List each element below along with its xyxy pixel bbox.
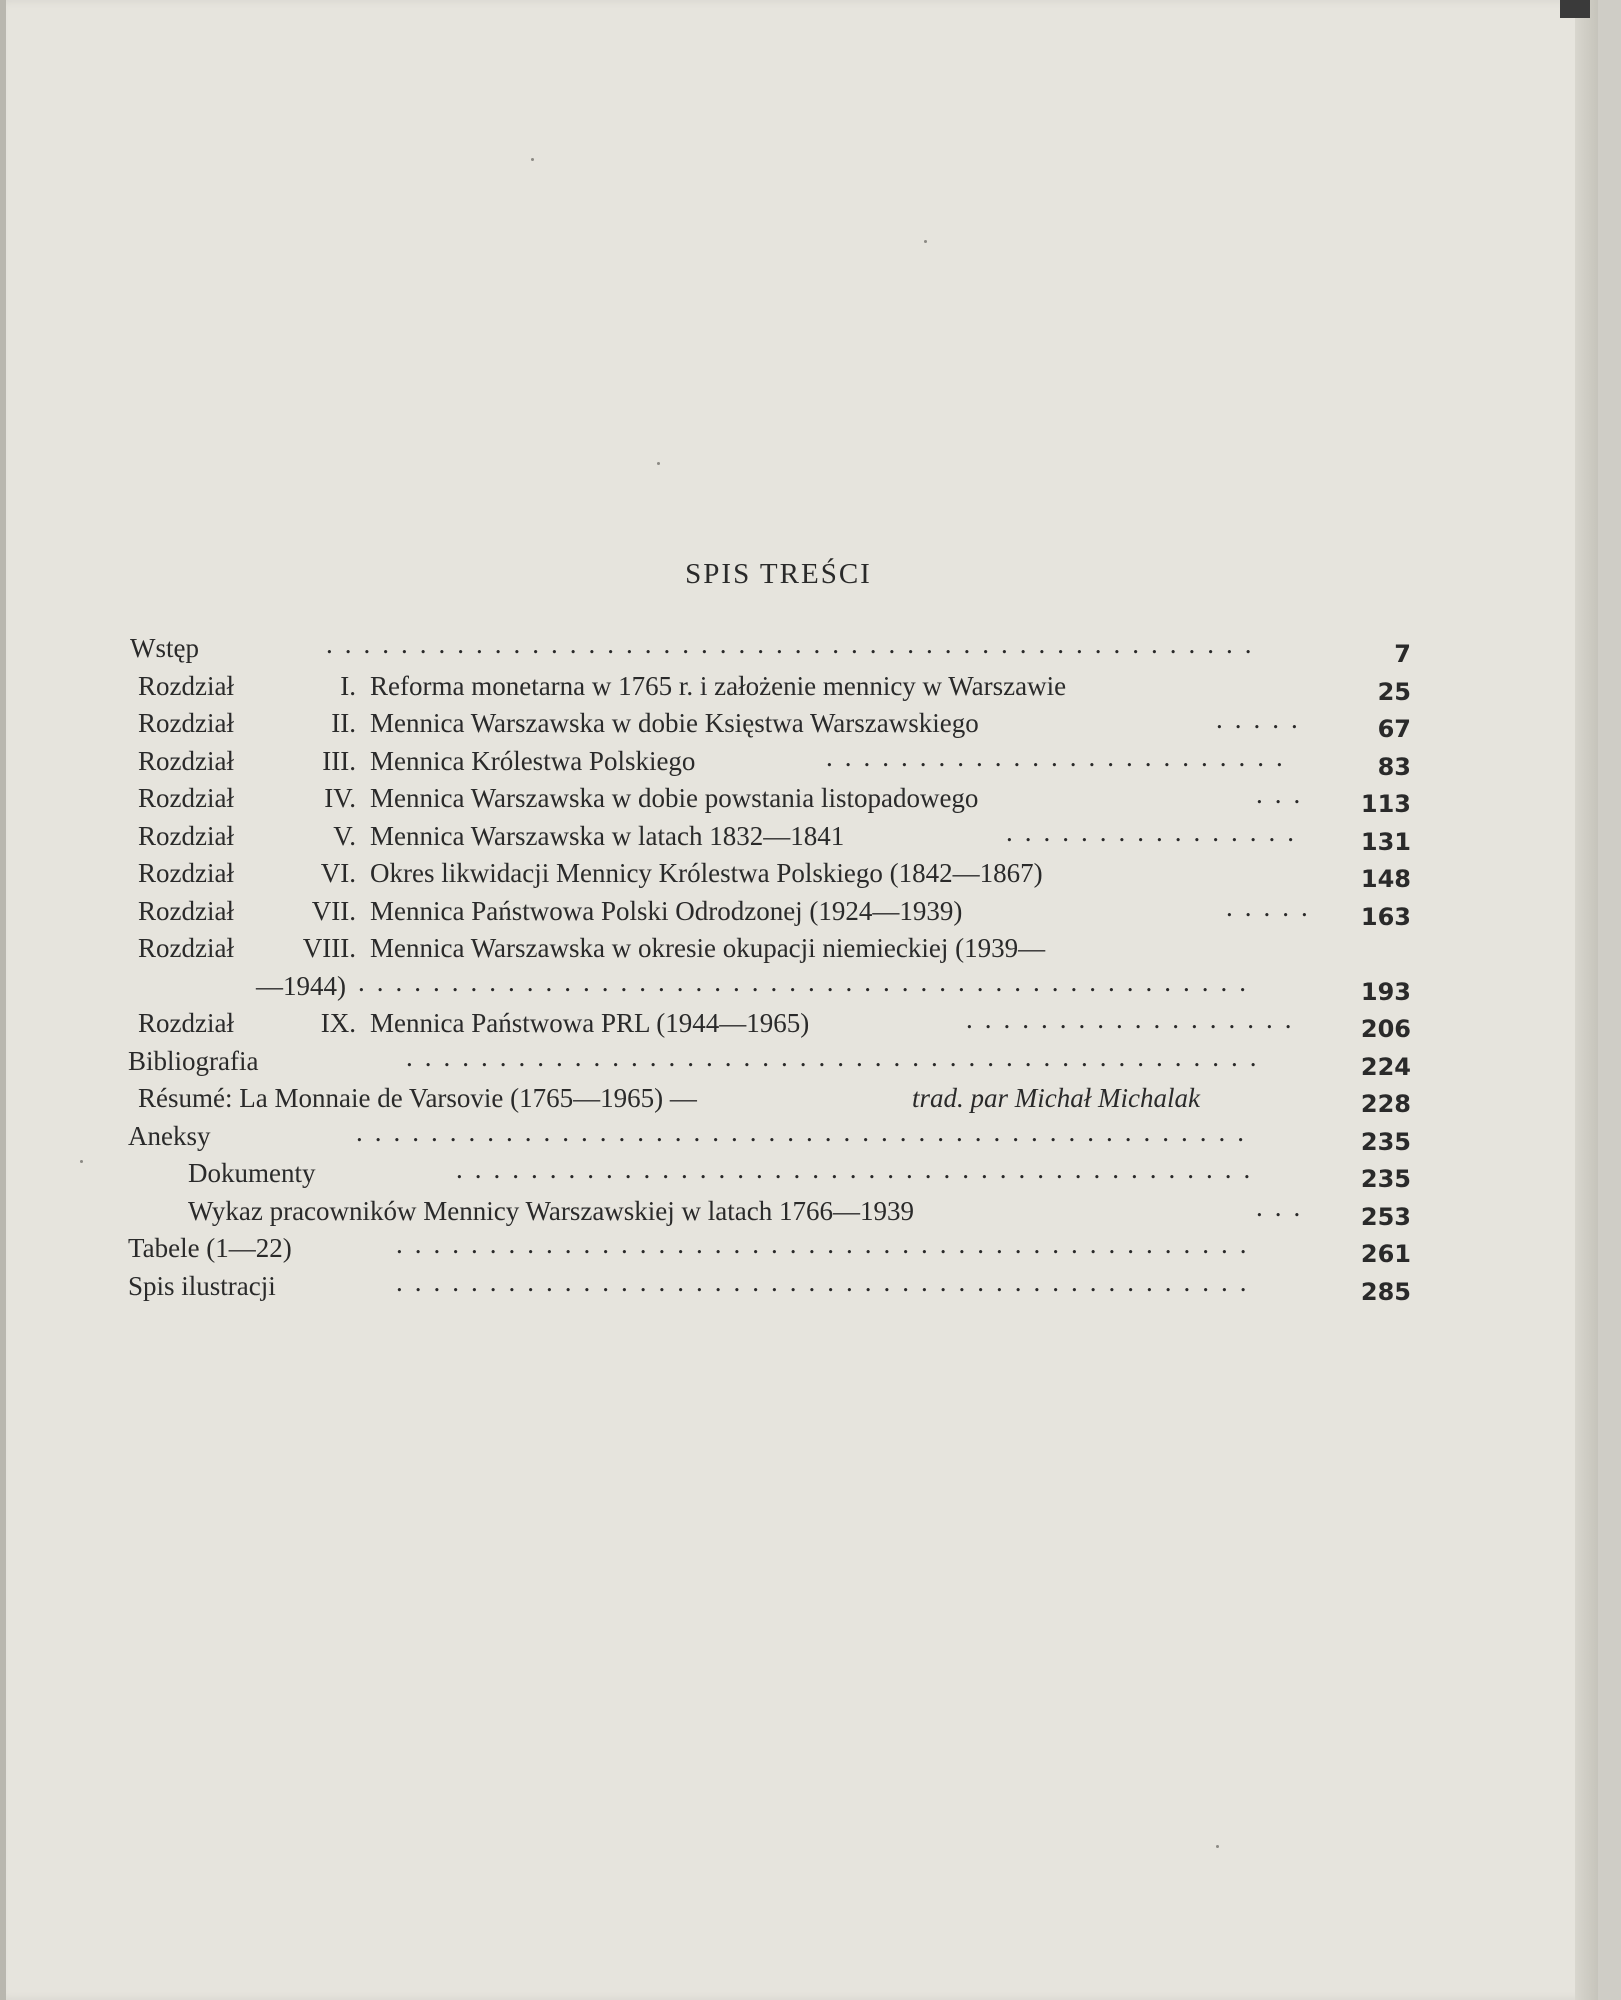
chapter-title: Mennica Warszawska w dobie powstania listopadowego bbox=[370, 783, 979, 813]
page-number: 193 bbox=[1360, 977, 1411, 1006]
page-edge bbox=[1575, 0, 1598, 2000]
page-number: 83 bbox=[1377, 752, 1411, 781]
leader-dots: .............................................. bbox=[406, 1041, 1269, 1072]
toc-entry bbox=[126, 668, 1411, 706]
toc-entry bbox=[126, 1005, 1411, 1043]
chapter-title: Mennica Warszawska w dobie Księstwa Warszawskiego bbox=[370, 708, 979, 738]
cover-corner bbox=[1560, 0, 1590, 18]
page-number: 7 bbox=[1394, 640, 1411, 668]
toc-entry bbox=[126, 1268, 1411, 1306]
page-number: 235 bbox=[1360, 1165, 1411, 1193]
paper-speck bbox=[80, 1160, 83, 1163]
sub-entry-title: Dokumenty bbox=[188, 1158, 316, 1188]
entry-label: Rozdział bbox=[138, 745, 234, 776]
page-number: 285 bbox=[1360, 1277, 1411, 1306]
toc-entry bbox=[126, 968, 1411, 1006]
chapter-number: V. bbox=[333, 820, 356, 851]
toc-entry bbox=[126, 1230, 1411, 1268]
leader-dots: .............................................. bbox=[396, 1266, 1259, 1297]
chapter-number: VII. bbox=[311, 895, 356, 926]
entry-label: Bibliografia bbox=[128, 1045, 259, 1076]
paper-speck bbox=[924, 240, 927, 243]
toc-entry bbox=[126, 780, 1411, 818]
toc-entry bbox=[126, 705, 1411, 743]
paper-speck bbox=[1216, 1845, 1219, 1848]
chapter-number: IX. bbox=[320, 1008, 356, 1038]
chapter-title: Mennica Państwowa Polski Odrodzonej (1924—1939) bbox=[370, 895, 963, 926]
page-number: 224 bbox=[1360, 1052, 1411, 1081]
chapter-title: Mennica Warszawska w latach 1832—1841 bbox=[370, 820, 845, 851]
translator-credit: trad. par Michał Michalak bbox=[912, 1083, 1200, 1113]
toc-entry bbox=[126, 630, 1411, 668]
page-number: 253 bbox=[1360, 1202, 1411, 1231]
entry-label: Rozdział bbox=[138, 1008, 234, 1038]
chapter-title: Mennica Państwowa PRL (1944—1965) bbox=[370, 1008, 810, 1038]
leader-dots: ......................... bbox=[826, 741, 1295, 772]
leader-dots: ................................................ bbox=[356, 1116, 1256, 1147]
entry-label: Wstęp bbox=[130, 633, 199, 663]
entry-label: Rozdział bbox=[138, 858, 234, 888]
chapter-title: Mennica Królestwa Polskiego bbox=[370, 745, 696, 776]
entry-label: Tabele (1—22) bbox=[128, 1233, 292, 1263]
toc-entry bbox=[126, 818, 1411, 856]
leader-dots: .................. bbox=[966, 1004, 1304, 1034]
leader-dots: ..... bbox=[1216, 704, 1310, 734]
page-number: 148 bbox=[1360, 865, 1411, 893]
toc-entry bbox=[126, 1193, 1411, 1231]
toc-entry bbox=[126, 855, 1411, 893]
entry-label: Rozdział bbox=[138, 708, 234, 738]
table-of-contents bbox=[126, 630, 1411, 1305]
toc-entry bbox=[126, 1043, 1411, 1081]
toc-entry bbox=[126, 893, 1411, 931]
leader-dots: ........................................... bbox=[456, 1154, 1263, 1184]
paper-speck bbox=[657, 462, 660, 465]
toc-entry bbox=[126, 743, 1411, 781]
leader-dots: .............................................. bbox=[396, 1229, 1259, 1259]
chapter-number: VIII. bbox=[302, 933, 356, 963]
page-title: SPIS TREŚCI bbox=[685, 558, 872, 590]
page-number: 235 bbox=[1360, 1127, 1411, 1156]
page-number: 163 bbox=[1360, 902, 1411, 931]
page-number: 228 bbox=[1360, 1090, 1411, 1118]
leader-dots: ... bbox=[1256, 1191, 1313, 1222]
entry-label: Résumé: La Monnaie de Varsovie (1765—1965) — bbox=[138, 1083, 697, 1113]
book-page bbox=[6, 0, 1598, 2000]
chapter-number: I. bbox=[340, 670, 356, 701]
page-number: 67 bbox=[1377, 715, 1411, 743]
page-number: 261 bbox=[1360, 1240, 1411, 1268]
chapter-number: II. bbox=[331, 708, 356, 738]
toc-entry bbox=[126, 930, 1411, 968]
sub-entry-title: Wykaz pracowników Mennicy Warszawskiej w latach 1766—1939 bbox=[188, 1195, 914, 1226]
page-number: 25 bbox=[1377, 677, 1411, 706]
chapter-number: IV. bbox=[324, 783, 356, 813]
chapter-title: Mennica Warszawska w okresie okupacji niemieckiej (1939— bbox=[370, 933, 1046, 963]
page-number: 113 bbox=[1360, 790, 1411, 818]
entry-label: Aneksy bbox=[128, 1120, 211, 1151]
chapter-number: III. bbox=[322, 745, 356, 776]
toc-entry bbox=[126, 1080, 1411, 1118]
chapter-title: —1944) bbox=[256, 970, 346, 1001]
paper-speck bbox=[531, 158, 534, 161]
leader-dots: ... bbox=[1256, 779, 1313, 809]
entry-label: Rozdział bbox=[138, 933, 234, 963]
chapter-title: Okres likwidacji Mennicy Królestwa Polskiego (1842—1867) bbox=[370, 858, 1043, 888]
leader-dots: ................ bbox=[1006, 816, 1306, 847]
entry-label: Spis ilustracji bbox=[128, 1270, 276, 1301]
chapter-title: Reforma monetarna w 1765 r. i założenie mennicy w Warszawie bbox=[370, 670, 1067, 701]
entry-label: Rozdział bbox=[138, 670, 234, 701]
leader-dots: ..... bbox=[1226, 891, 1320, 922]
toc-entry bbox=[126, 1155, 1411, 1193]
chapter-number: VI. bbox=[320, 858, 356, 888]
entry-label: Rozdział bbox=[138, 895, 234, 926]
entry-label: Rozdział bbox=[138, 820, 234, 851]
entry-label: Rozdział bbox=[138, 783, 234, 813]
page-number: 206 bbox=[1360, 1015, 1411, 1043]
leader-dots: ................................................ bbox=[358, 966, 1258, 997]
toc-entry bbox=[126, 1118, 1411, 1156]
page-number: 131 bbox=[1360, 827, 1411, 856]
leader-dots: .................................................. bbox=[326, 629, 1264, 659]
